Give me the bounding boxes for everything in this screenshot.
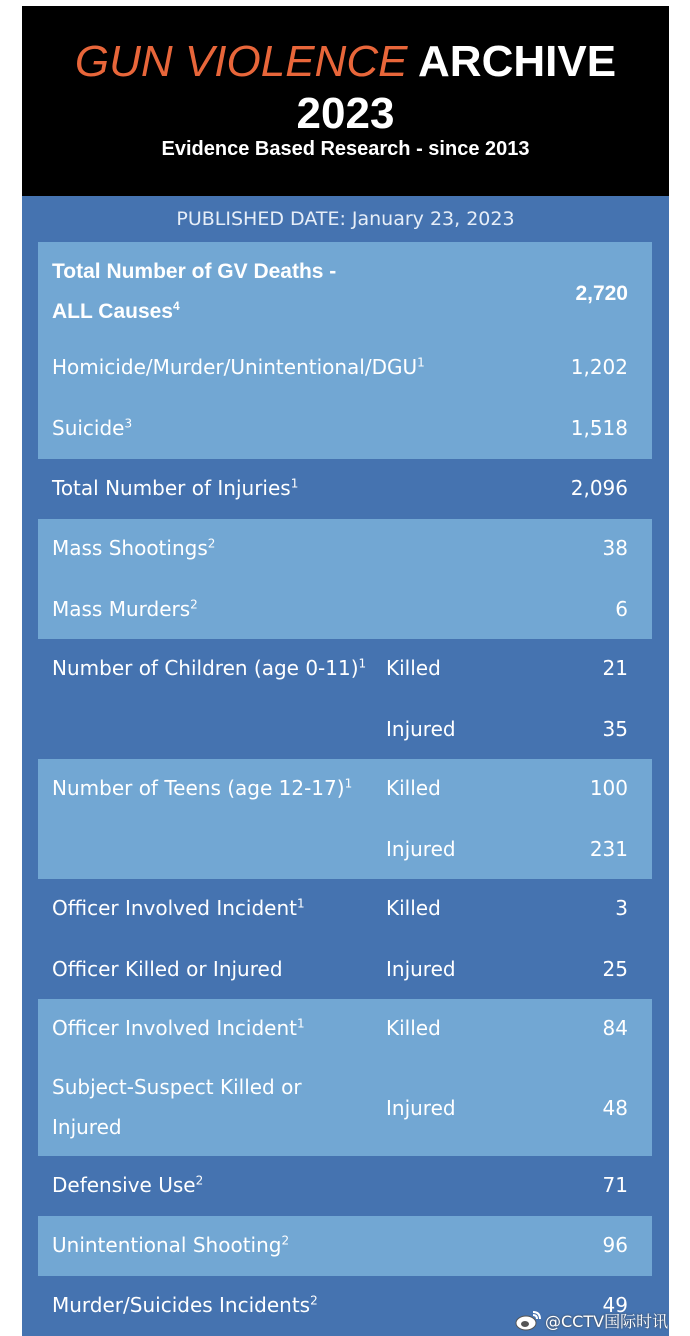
- injuries-label: Total Number of Injuries$^1$: [52, 476, 299, 500]
- defensive-band: [38, 1156, 652, 1216]
- officer-b-label-2: Subject-Suspect Killed or: [52, 1075, 302, 1099]
- defensive-label: Defensive Use$^2$: [52, 1173, 204, 1197]
- gva-report-card: [22, 6, 669, 1336]
- officer-a-injured-row: [38, 949, 652, 989]
- teens-killed-row: [38, 768, 652, 808]
- children-killed-row: [38, 648, 652, 688]
- teens-band: [38, 759, 652, 879]
- deaths-band: [38, 242, 652, 459]
- total-deaths-label-2: ALL Causes$^4$: [52, 299, 180, 323]
- unintentional-value: 96: [602, 1233, 628, 1257]
- watermark-text: @CCTV国际时讯: [545, 1311, 669, 1331]
- teens-killed-value: 100: [589, 776, 628, 800]
- officer-b-band: [38, 999, 652, 1156]
- children-injured-label: Injured: [386, 717, 456, 741]
- suicide-row: [38, 408, 652, 448]
- homicide-value: 1,202: [570, 355, 628, 379]
- teens-injured-label: Injured: [386, 837, 456, 861]
- subtitle: Evidence Based Research - since 2013: [161, 138, 530, 160]
- teens-killed-label: Killed: [386, 776, 441, 800]
- defensive-value: 71: [602, 1173, 628, 1197]
- officer-a-label-2: Officer Killed or Injured: [52, 957, 283, 981]
- officer-a-injured-value: 25: [602, 957, 628, 981]
- children-injured-row: [38, 709, 652, 749]
- children-band: [38, 639, 652, 759]
- mass-shootings-value: 38: [602, 536, 628, 560]
- teens-injured-row: [38, 829, 652, 869]
- officer-a-killed-value: 3: [615, 896, 628, 920]
- unintentional-row: [38, 1225, 652, 1265]
- title-accent: GUN VIOLENCE: [74, 37, 408, 86]
- mass-murders-value: 6: [615, 597, 628, 621]
- year: 2023: [296, 89, 395, 138]
- officer-b-label-1: Officer Involved Incident$^1$: [52, 1016, 305, 1040]
- officer-a-label-1: Officer Involved Incident$^1$: [52, 896, 305, 920]
- injuries-row: [38, 468, 652, 508]
- title-main: ARCHIVE: [418, 37, 617, 86]
- total-deaths-label-1: Total Number of GV Deaths -: [52, 260, 337, 283]
- murder-suicide-label: Murder/Suicides Incidents$^2$: [52, 1293, 318, 1317]
- officer-a-band: [38, 879, 652, 999]
- officer-b-killed-value: 84: [602, 1016, 628, 1040]
- watermark: [515, 1306, 668, 1334]
- mass-murders-label: Mass Murders$^2$: [52, 597, 198, 621]
- unintentional-label: Unintentional Shooting$^2$: [52, 1233, 290, 1257]
- weibo-icon: [515, 1309, 543, 1331]
- total-deaths-row: [38, 250, 652, 334]
- children-killed-label: Killed: [386, 656, 441, 680]
- total-deaths-value: 2,720: [575, 282, 628, 305]
- title: [22, 36, 669, 88]
- mass-band: [38, 519, 652, 639]
- officer-a-injured-label: Injured: [386, 957, 456, 981]
- mass-shootings-label: Mass Shootings$^2$: [52, 536, 216, 560]
- suicide-label: Suicide$^3$: [52, 416, 133, 440]
- teens-label: Number of Teens (age 12-17)$^1$: [52, 776, 353, 800]
- injuries-value: 2,096: [570, 476, 628, 500]
- homicide-row: [38, 347, 652, 387]
- officer-a-killed-row: [38, 888, 652, 928]
- children-killed-value: 21: [602, 656, 628, 680]
- suicide-value: 1,518: [570, 416, 628, 440]
- injuries-band: [38, 459, 652, 519]
- children-label: Number of Children (age 0-11)$^1$: [52, 656, 367, 680]
- published-date: PUBLISHED DATE: January 23, 2023: [176, 208, 515, 230]
- officer-a-killed-label: Killed: [386, 896, 441, 920]
- officer-b-injured-value: 48: [602, 1096, 628, 1120]
- officer-b-killed-label: Killed: [386, 1016, 441, 1040]
- unintentional-band: [38, 1216, 652, 1276]
- defensive-row: [38, 1165, 652, 1205]
- homicide-label: Homicide/Murder/Unintentional/DGU$^1$: [52, 355, 425, 379]
- teens-injured-value: 231: [589, 837, 628, 861]
- mass-murders-row: [38, 589, 652, 629]
- children-injured-value: 35: [602, 717, 628, 741]
- officer-b-label-3: Injured: [52, 1115, 122, 1139]
- mass-shootings-row: [38, 528, 652, 568]
- header: [22, 6, 669, 196]
- officer-b-killed-row: [38, 1008, 652, 1048]
- officer-b-injured-row: [38, 1067, 652, 1147]
- murder-suicide-value: 49: [602, 1293, 628, 1317]
- officer-b-injured-label: Injured: [386, 1096, 456, 1120]
